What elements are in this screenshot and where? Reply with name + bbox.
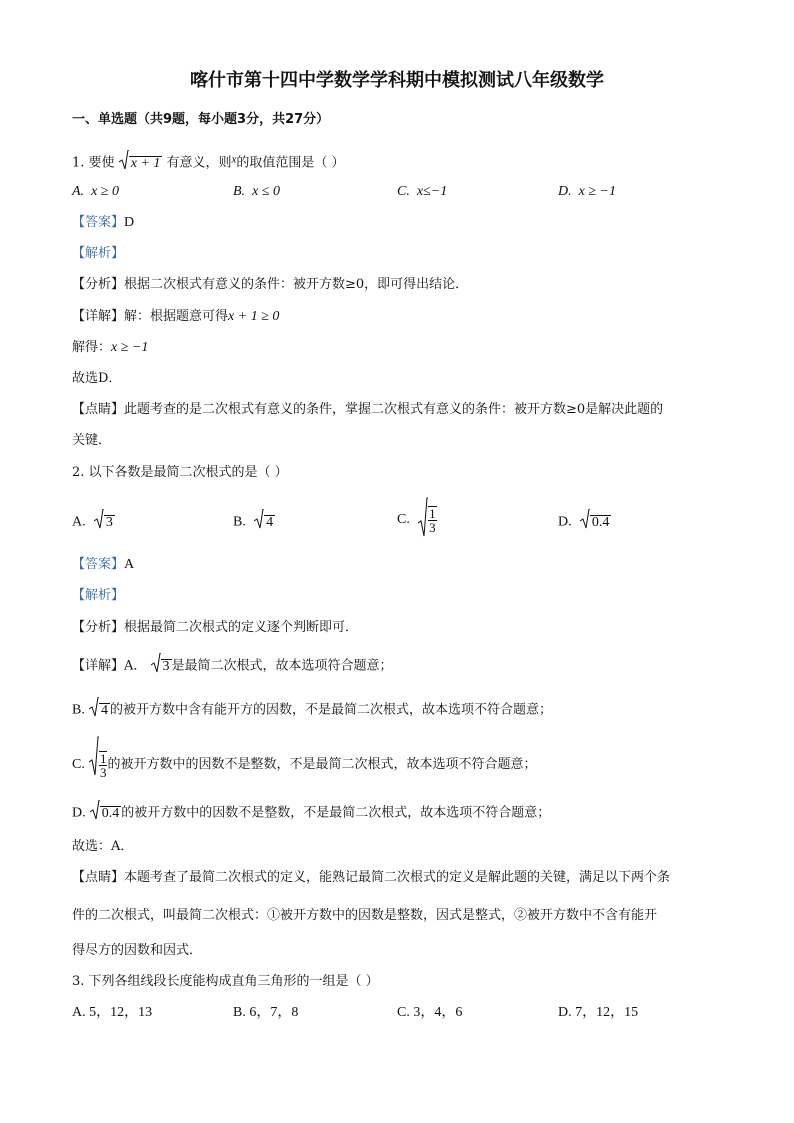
q2-dianjing: 【点睛】本题考查了最简二次根式的定义，能熟记最简二次根式的定义是解此题的关键，满足以下两个条 <box>72 870 671 885</box>
q1-option-a: A. x ≥ 0 <box>72 184 119 199</box>
q1-analysis-tag: 【解析】 <box>72 246 125 261</box>
q1-option-b: B. x ≤ 0 <box>233 184 280 199</box>
section-heading: 一、单选题（共9题，每小题3分，共27分） <box>72 112 330 127</box>
q2-answer: 【答案】A <box>72 557 135 572</box>
page-title: 喀什市第十四中学数学学科期中模拟测试八年级数学 <box>190 70 604 91</box>
q2-detail-b: B. 4 的被开方数中含有能开方的因数，不是最简二次根式，故本选项不符合题意； <box>72 697 552 723</box>
q3-option-a: A. 5，12，13 <box>72 1005 153 1020</box>
q2-detail-c: C. $\frac{1}{3}$ 的被开方数中的因数不是整数，不是最简二次根式，故本选项不符合题意； <box>72 736 537 793</box>
q2-fenxi: 【分析】根据最简二次根式的定义逐个判断即可． <box>72 620 359 635</box>
q2-dianjing-cont1: 件的二次根式，叫最简二次根式：①被开方数中的因数是整数，因式是整式，②被开方数中不含有能开 <box>72 908 658 923</box>
q3-option-b: B. 6，7，8 <box>233 1005 299 1020</box>
q2-option-d: D. 0.4 <box>558 509 611 535</box>
q1-stem: 1. 要使 x + 1 有意义，则$^x$的取值范围是（ ） <box>72 150 345 176</box>
q2-analysis-tag: 【解析】 <box>72 588 125 603</box>
q1-xiangjie: 【详解】解：根据题意可得x + 1 ≥ 0 <box>72 309 280 324</box>
q2-detail-d: D. 0.4 的被开方数中的因数不是整数，不是最简二次根式，故本选项不符合题意； <box>72 800 550 826</box>
q2-dianjing-cont2: 得尽方的因数和因式． <box>72 943 203 958</box>
q2-guxuan: 故选：A． <box>72 839 134 854</box>
q2-option-c: C. $\frac{1}{3}$ <box>397 497 437 543</box>
q3-stem: 3. 下列各组线段长度能构成直角三角形的一组是（ ） <box>72 974 379 989</box>
q1-radicand: x + 1 <box>130 155 161 171</box>
q2-option-b: B. 4 <box>233 509 275 535</box>
q2-option-a: A. 3 <box>72 509 115 535</box>
q1-guxuan: 故选D． <box>72 371 122 386</box>
q1-option-d: D. x ≥ −1 <box>558 184 616 199</box>
q1-dianjing-cont: 关键． <box>72 433 112 448</box>
q2-stem: 2. 以下各数是最简二次根式的是（ ） <box>72 465 288 480</box>
q1-answer: 【答案】D <box>72 215 135 230</box>
q1-fenxi: 【分析】根据二次根式有意义的条件：被开方数≥0，即可得出结论． <box>72 277 469 292</box>
q2-xiangjie: 【详解】A． 3 是最简二次根式，故本选项符合题意； <box>72 653 393 679</box>
q1-jiede: 解得：x ≥ −1 <box>72 340 149 355</box>
q1-dianjing: 【点睛】此题考查的是二次根式有意义的条件，掌握二次根式有意义的条件：被开方数≥0是解决此题的 <box>72 402 664 417</box>
q3-option-d: D. 7，12，15 <box>558 1005 639 1020</box>
q1-option-c: C. x≤−1 <box>397 184 448 199</box>
q3-option-c: C. 3，4，6 <box>397 1005 463 1020</box>
sqrt-symbol <box>119 150 129 176</box>
